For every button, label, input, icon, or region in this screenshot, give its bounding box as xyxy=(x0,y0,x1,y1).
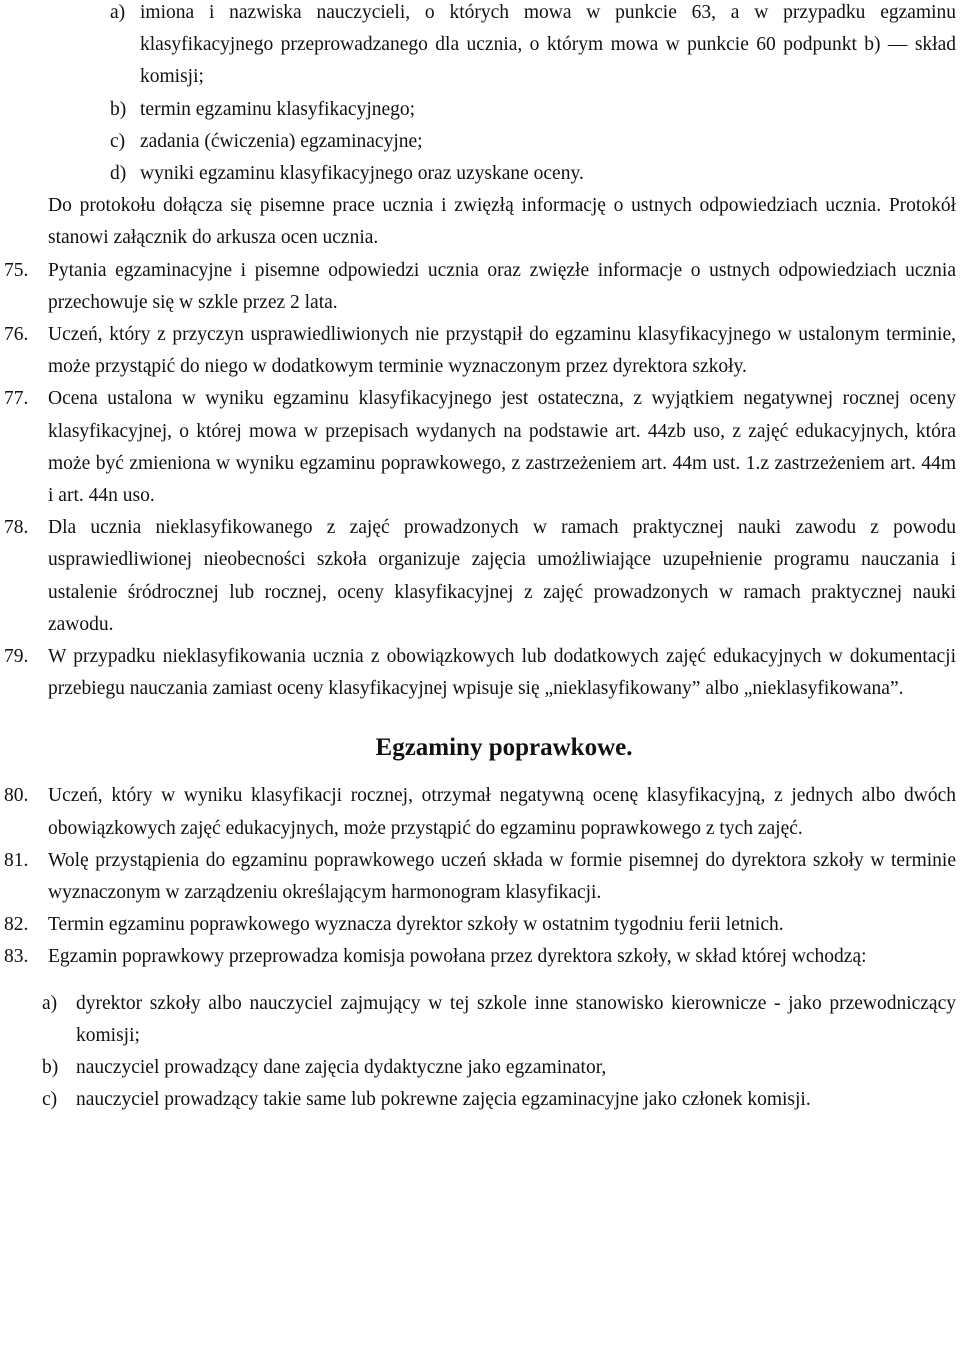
list-item xyxy=(0,0,960,94)
list-item xyxy=(0,126,960,158)
list-item-text: nauczyciel prowadzący dane zajęcia dydaktyczne jako egzaminator, xyxy=(76,1057,607,1079)
list-item-text: imiona i nazwiska nauczycieli, o których mowa w punkcie 63, a w przypadku egzaminu klasyfikacyjnego przeprowadzanego dla ucznia, o którym mowa w punkcie 60 podpunkt b) — skład komisji; xyxy=(140,2,956,88)
list-marker: b) xyxy=(42,1057,59,1079)
list-item-text: dyrektor szkoły albo nauczyciel zajmujący w tej szkole inne stanowisko kierownicze - jako przewodniczący komisji; xyxy=(76,992,956,1046)
spacer xyxy=(0,974,960,988)
numbered-item xyxy=(0,255,960,319)
list-item-text: zadania (ćwiczenia) egzaminacyjne; xyxy=(140,130,423,152)
item-number: 81. xyxy=(4,849,29,871)
list-item xyxy=(0,94,960,126)
item-number: 80. xyxy=(4,785,29,807)
item-text: Pytania egzaminacyjne i pisemne odpowiedzi ucznia oraz zwięzłe informacje o ustnych odpowiedziach ucznia przechowuje się w szkle przez 2 lata. xyxy=(48,259,956,313)
numbered-item xyxy=(0,319,960,383)
numbered-item xyxy=(0,512,960,641)
top-sublist xyxy=(0,0,960,190)
list-item xyxy=(0,158,960,190)
list-item xyxy=(0,1052,960,1084)
numbered-list xyxy=(0,255,960,706)
list-item xyxy=(0,1084,960,1116)
numbered-item xyxy=(0,641,960,705)
item-text: Egzamin poprawkowy przeprowadza komisja powołana przez dyrektora szkoły, w skład której wchodzą: xyxy=(48,946,867,968)
item-number: 76. xyxy=(4,324,29,346)
item-number: 82. xyxy=(4,914,29,936)
list-item xyxy=(0,988,960,1052)
item-number: 79. xyxy=(4,646,29,668)
item-number: 78. xyxy=(4,517,29,539)
list-item-text: termin egzaminu klasyfikacyjnego; xyxy=(140,98,416,120)
section-heading: Egzaminy poprawkowe. xyxy=(375,734,633,762)
item-number: 77. xyxy=(4,388,29,410)
list-marker: a) xyxy=(42,992,58,1014)
list-marker: b) xyxy=(110,98,127,120)
item-text: Ocena ustalona w wyniku egzaminu klasyfikacyjnego jest ostateczna, z wyjątkiem negatywnej rocznej oceny klasyfikacyjnej, o której mowa w przepisach wydanych na podstawie art. 44zb uso, z zajęć edukacyjnych, która może być zmieniona w wyniku egzaminu poprawkowego, z zastrzeżeniem art. 44m ust. 1.z zastrzeżeniem art. 44m i art. 44n uso. xyxy=(48,388,956,507)
item-text: Dla ucznia nieklasyfikowanego z zajęć prowadzonych w ramach praktycznej nauki zawodu z powodu usprawiedliwionej nieobecności szkoła organizuje zajęcia umożliwiające uzupełnienie programu nauczania i ustalenie śródrocznej lub rocznej, oceny klasyfikacyjnej z zajęć prowadzonych w ramach praktycznej nauki zawodu. xyxy=(48,517,956,635)
item-text: Wolę przystąpienia do egzaminu poprawkowego uczeń składa w formie pisemnej do dyrektora szkoły w terminie wyznaczonym w zarządzeniu określającym harmonogram klasyfikacji. xyxy=(48,849,956,904)
item-text: Uczeń, który w wyniku klasyfikacji rocznej, otrzymał negatywną ocenę klasyfikacyjną, z jednych albo dwóch obowiązkowych zajęć edukacyjnych, może przystąpić do egzaminu poprawkowego z tych zajęć. xyxy=(48,785,956,839)
item-text: Termin egzaminu poprawkowego wyznacza dyrektor szkoły w ostatnim tygodniu ferii letnich. xyxy=(48,914,784,936)
list-marker: a) xyxy=(110,2,126,23)
protocol-paragraph: Do protokołu dołącza się pisemne prace ucznia i zwięzłą informację o ustnych odpowiedziach ucznia. Protokół stanowi załącznik do arkusza ocen ucznia. xyxy=(48,195,956,249)
numbered-item xyxy=(0,780,960,844)
item-text: W przypadku nieklasyfikowania ucznia z obowiązkowych lub dodatkowych zajęć edukacyjnych w dokumentacji przebiegu nauczania zamiast oceny klasyfikacyjnej wpisuje się „nieklasyfikowany” albo „nieklasyfikowana”. xyxy=(48,646,956,700)
bottom-sublist xyxy=(0,988,960,1117)
list-marker: d) xyxy=(110,163,127,185)
numbered-item xyxy=(0,909,960,941)
list-marker: c) xyxy=(42,1089,58,1111)
numbered-item xyxy=(0,383,960,512)
list-item-text: wyniki egzaminu klasyfikacyjnego oraz uzyskane oceny. xyxy=(140,163,584,185)
list-item-text: nauczyciel prowadzący takie same lub pokrewne zajęcia egzaminacyjne jako członek komisji. xyxy=(76,1089,811,1111)
item-number: 83. xyxy=(4,946,29,968)
item-text: Uczeń, który z przyczyn usprawiedliwionych nie przystąpił do egzaminu klasyfikacyjnego w ustalonym terminie, może przystąpić do niego w dodatkowym terminie wyznaczonym przez dyrektora szkoły. xyxy=(48,324,956,378)
numbered-list-2 xyxy=(0,780,960,973)
numbered-item xyxy=(0,845,960,909)
item-number: 75. xyxy=(4,259,29,281)
list-marker: c) xyxy=(110,130,126,152)
numbered-item xyxy=(0,941,960,973)
